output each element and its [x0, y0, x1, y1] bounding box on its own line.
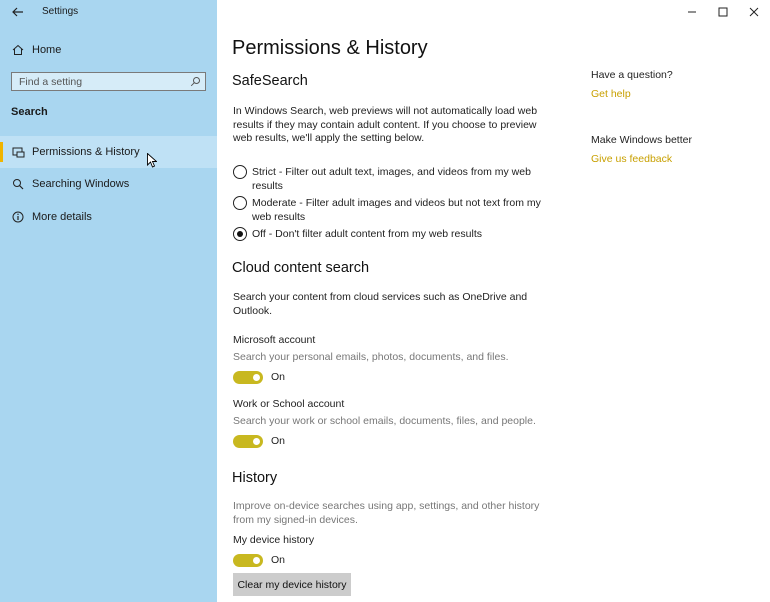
history-description-line: from my signed-in devices.: [233, 513, 358, 526]
window-title: Settings: [42, 6, 79, 17]
radio-label-line: Off - Don't filter adult content from my web results: [252, 228, 482, 240]
clear-device-history-button[interactable]: Clear my device history: [233, 573, 351, 596]
radio-label-line: Strict - Filter out adult text, images, and videos from my web: [252, 166, 531, 178]
make-windows-better-heading: Make Windows better: [591, 134, 692, 146]
search-icon: [11, 177, 25, 191]
page-title: Permissions & History: [232, 37, 428, 59]
radio-label: [252, 197, 552, 224]
radio-label-line: Moderate - Filter adult images and videos but not text from my: [252, 197, 541, 209]
microsoft-account-label: Microsoft account: [233, 334, 316, 346]
give-feedback-link[interactable]: Give us feedback: [591, 153, 673, 165]
cloud-description-line: Search your content from cloud services such as OneDrive and: [233, 291, 528, 303]
sidebar: [0, 0, 217, 602]
permissions-icon: [11, 145, 25, 159]
close-icon: [749, 7, 759, 17]
sidebar-item-label: Searching Windows: [32, 178, 130, 190]
strict-radio[interactable]: [233, 165, 247, 179]
back-button[interactable]: [8, 3, 28, 21]
back-arrow-icon: [12, 7, 24, 17]
nav-home-label: Home: [32, 44, 62, 56]
safesearch-description-line: results if they may contain adult content. If you choose to preview: [233, 118, 537, 131]
sidebar-section-label: Search: [11, 106, 48, 118]
cloud-description-line: Outlook.: [233, 304, 273, 317]
mouse-pointer-icon: [147, 153, 157, 168]
sidebar-item-label: More details: [32, 211, 92, 223]
home-icon: [11, 43, 25, 57]
off-radio[interactable]: [233, 227, 247, 241]
safesearch-heading: SafeSearch: [232, 73, 308, 89]
device-history-toggle[interactable]: [233, 554, 263, 567]
microsoft-account-toggle-state: On: [271, 371, 286, 383]
cloud-search-heading: Cloud content search: [232, 260, 370, 276]
minimize-icon: [687, 7, 697, 17]
work-account-toggle-state: On: [271, 435, 286, 447]
radio-label-line: results: [252, 179, 283, 192]
device-history-label: My device history: [233, 534, 315, 546]
main-content: [217, 0, 770, 602]
work-account-description: Search your work or school emails, documents, files, and people.: [233, 415, 536, 427]
safesearch-description: [233, 105, 537, 146]
sidebar-item-searching-windows[interactable]: [0, 168, 217, 200]
radio-label-line: web results: [252, 210, 306, 223]
minimize-button[interactable]: [682, 4, 702, 20]
safesearch-description-line: In Windows Search, web previews will not automatically load web: [233, 105, 538, 117]
microsoft-account-toggle[interactable]: [233, 371, 263, 384]
device-history-toggle-state: On: [271, 554, 286, 566]
work-account-label: Work or School account: [233, 398, 345, 410]
safesearch-description-line: web results, we'll apply the setting below.: [233, 132, 425, 144]
history-description-line: Improve on-device searches using app, settings, and other history: [233, 500, 540, 512]
sidebar-item-more-details[interactable]: [0, 201, 217, 233]
sidebar-item-permissions-history[interactable]: [0, 136, 217, 168]
nav-home[interactable]: [0, 38, 217, 62]
search-icon[interactable]: [190, 76, 201, 87]
history-description: [233, 500, 539, 527]
get-help-link[interactable]: Get help: [591, 88, 631, 100]
radio-label: [252, 228, 552, 242]
cloud-search-description: [233, 291, 527, 318]
maximize-icon: [718, 7, 728, 17]
maximize-button[interactable]: [713, 4, 733, 20]
find-setting-search[interactable]: [11, 72, 206, 91]
history-heading: History: [232, 470, 278, 486]
work-account-toggle[interactable]: [233, 435, 263, 448]
radio-label: [252, 166, 552, 193]
moderate-radio[interactable]: [233, 196, 247, 210]
have-question-heading: Have a question?: [591, 69, 673, 81]
close-button[interactable]: [744, 4, 764, 20]
info-icon: [11, 210, 25, 224]
microsoft-account-description: Search your personal emails, photos, documents, and files.: [233, 351, 509, 363]
find-setting-input[interactable]: [12, 73, 182, 90]
sidebar-item-label: Permissions & History: [32, 146, 140, 158]
